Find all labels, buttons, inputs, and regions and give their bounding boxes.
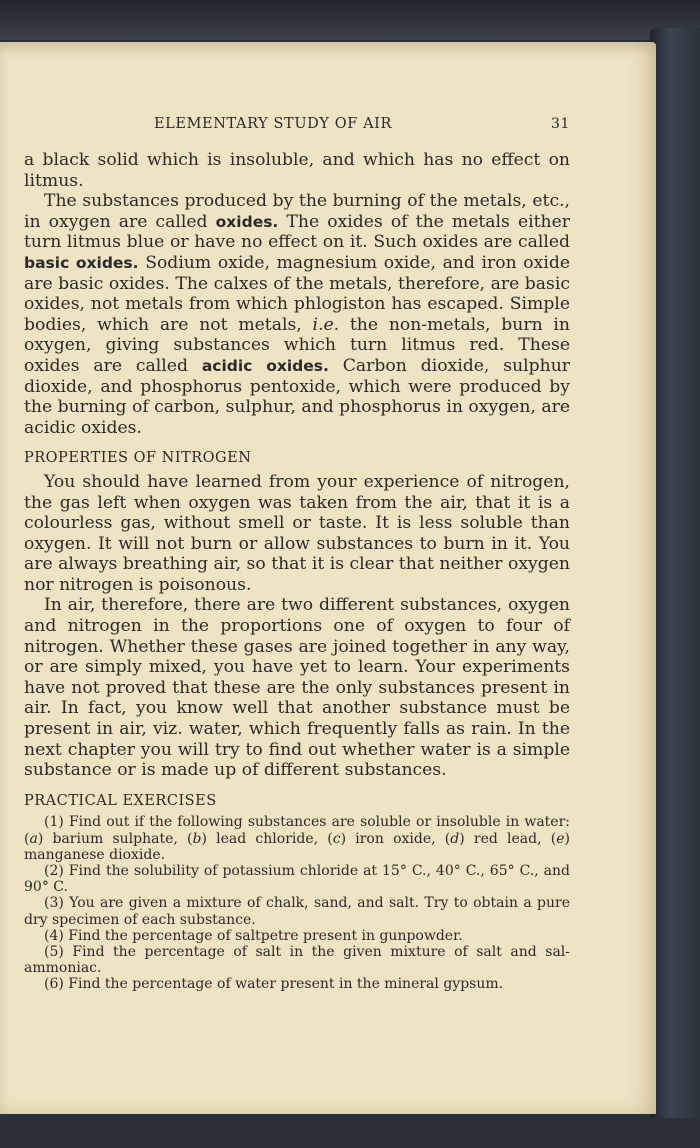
body-text [24,150,570,993]
exercise-4: (4) Find the percentage of saltpetre present in gunpowder. [44,927,463,944]
exercise-2: (2) Find the solubility of potassium chloride at 15° C., 40° C., 65° C., and 90° C. [24,863,570,896]
paragraph-continuation: a black solid which is insoluble, and which has no effect on litmus. [24,150,570,191]
paragraph-oxides: The substances produced by the burning of the metals, etc., in oxygen are called oxides. The oxides of the metals either turn litmus blue or have no effect on it. Such oxides are called basic oxides. Sodium oxide, magnesium oxide, and iron oxide are basic oxides. The calxes of the metals, therefore, are basic oxides, not metals from which phlogiston has escaped. Simple bodies, which are not metals, i.e. the non-metals, burn in oxygen, giving substances which turn litmus red. These oxides are called acidic oxides. Carbon dioxide, sulphur dioxide, and phosphorus pentoxide, which were produced by the burning of carbon, sulphur, and phosphorus in oxygen, are acidic oxides. [24,191,571,438]
term-basic-oxides: basic oxides. [24,253,139,272]
book-binding-top [0,0,700,40]
exercise-list [24,814,570,992]
paragraph-nitrogen-1: You should have learned from your experience of nitrogen, the gas left when oxygen was taken from the air, that it is a colourless gas, without smell or taste. It is less soluble than oxygen. It will not burn or allow substances to burn in it. You are always breathing air, so that it is clear that neither oxygen nor nitrogen is poisonous. [24,471,570,595]
exercise-5: (5) Find the percentage of salt in the given mixture of salt and sal-ammoniac. [24,944,570,977]
section-heading-exercises: PRACTICAL EXERCISES [24,792,217,809]
term-acidic-oxides: acidic oxides. [201,356,329,375]
term-oxides: oxides. [215,212,279,231]
running-head [24,116,570,138]
exercise-1: (1) Find out if the following substances are soluble or insoluble in water: (a) barium sulphate, (b) lead chloride, (c) iron oxide, (d) red lead, (e) manganese dioxide. [24,814,570,863]
section-heading-nitrogen: PROPERTIES OF NITROGEN [24,450,252,467]
exercise-3: (3) You are given a mixture of chalk, sand, and salt. Try to obtain a pure dry specimen of each substance. [24,895,570,928]
running-title: ELEMENTARY STUDY OF AIR [154,116,393,132]
book-cover-edge [650,28,700,1118]
book-page [0,42,656,1114]
exercise-6: (6) Find the percentage of water present in the mineral gypsum. [44,976,504,993]
page-number: 31 [550,116,570,132]
abbrev-ie: i.e. [312,314,340,335]
paragraph-nitrogen-2: In air, therefore, there are two different substances, oxygen and nitrogen in the proportions one of oxygen to four of nitrogen. Whether these gases are joined together in any way, or are simply mixed, you have yet to learn. Your experiments have not proved that these are the only substances present in air. In fact, you know well that another substance must be present in air, viz. water, which frequently falls as rain. In the next chapter you will try to find out whether water is a simple substance or is made up of different substances. [24,595,570,781]
